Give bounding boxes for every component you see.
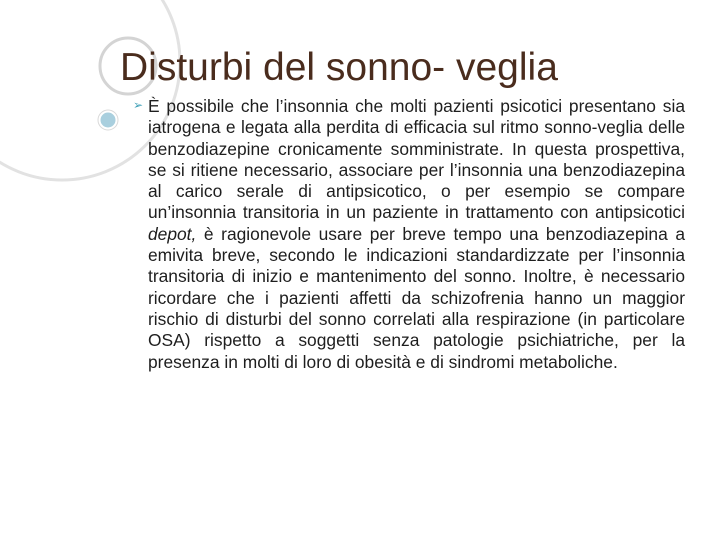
bullet-arrow-icon: ➢ — [133, 98, 144, 112]
body-paragraph — [148, 96, 685, 373]
small-dot-decoration — [100, 112, 117, 129]
paragraph-text-part1: È possibile che l’insonnia che molti pazienti psicotici presentano sia iatrogena e legata alla perdita di efficacia sul ritmo sonno-veglia delle benzodiazepine cronicamente somministrate. In questa prospettiva, se si ritiene necessario, associare per l’insonnia una benzodiazepina al carico serale di antipsicotico, o per esempio se compare un’insonnia transitoria in un paziente in trattamento con antipsicotici — [148, 96, 685, 223]
slide-body — [118, 96, 685, 373]
slide-title: Disturbi del sonno- veglia — [120, 46, 558, 89]
paragraph-emphasis: depot, — [148, 223, 197, 244]
paragraph-text-part2: è ragionevole usare per breve tempo una benzodiazepina a emivita breve, secondo le indicazioni standardizzate per l’insonnia transitoria di inizio e mantenimento del sonno. Inoltre, è necessario ricordare che i pazienti affetti da schizofrenia hanno un maggior rischio di disturbi del sonno correlati alla respirazione (in particolare OSA) rispetto a soggetti senza patologie psichiatriche, per la presenza in molti di loro di obesità e di sindromi metaboliche. — [148, 223, 685, 372]
